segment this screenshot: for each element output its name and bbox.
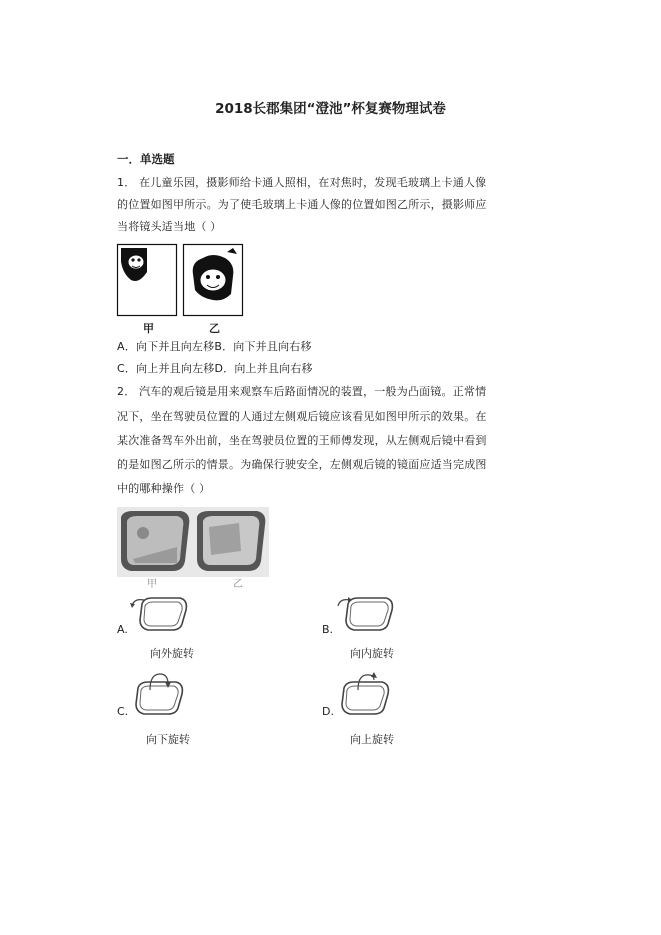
q2-line-1: 2． 汽车的观后镜是用来观察车后路面情况的装置，一般为凸面镜。正常情: [117, 385, 487, 398]
q2-option-a-mirror-icon: [128, 592, 190, 632]
q2-option-b-letter: B.: [322, 623, 334, 636]
q2-line-3: 某次准备驾车外出前，坐在驾驶员位置的王师傅发现，从左侧观后镜中看到: [117, 434, 487, 447]
q2-option-c-caption: 向下旋转: [146, 733, 190, 746]
q2-line-4: 的是如图乙所示的情景。为确保行驶安全，左侧观后镜的镜面应适当完成图: [117, 458, 487, 471]
q2-option-a-caption: 向外旋转: [150, 647, 194, 660]
q1-figure-jia: [117, 244, 177, 316]
q2-option-b-mirror-icon: [334, 592, 396, 632]
q2-line-5: 中的哪种操作（ ）: [117, 482, 211, 495]
q2-fig-label-yi: 乙: [233, 579, 243, 590]
q1-option-row-1: A．向下并且向左移B．向下并且向右移: [117, 340, 312, 353]
q2-figure-mirrors: [117, 507, 269, 577]
page-title: 2018长郡集团“澄池”杯复赛物理试卷: [215, 101, 446, 117]
q2-fig-label-jia: 甲: [147, 579, 157, 590]
q2-option-b-caption: 向内旋转: [350, 647, 394, 660]
section-heading: 一．单选题: [117, 152, 175, 166]
q1-figure-yi: [183, 244, 243, 316]
q1-fig-label-jia: 甲: [143, 322, 154, 335]
q1-line-3: 当将镜头适当地（ ）: [117, 220, 222, 233]
q2-option-a-letter: A.: [117, 623, 128, 636]
q1-option-row-2: C．向上并且向左移D．向上并且向右移: [117, 362, 313, 375]
q2-option-c-letter: C.: [117, 705, 129, 718]
q2-option-d-caption: 向上旋转: [350, 733, 394, 746]
q2-option-d-letter: D.: [322, 705, 334, 718]
q1-fig-label-yi: 乙: [209, 322, 220, 335]
q2-option-c-mirror-icon: [128, 670, 190, 716]
q2-line-2: 况下，坐在驾驶员位置的人通过左侧观后镜应该看见如图甲所示的效果。在: [117, 410, 487, 423]
q2-option-d-mirror-icon: [334, 670, 396, 716]
q1-line-2: 的位置如图甲所示。为了使毛玻璃上卡通人像的位置如图乙所示，摄影师应: [117, 198, 487, 211]
q1-line-1: 1． 在儿童乐园，摄影师给卡通人照相，在对焦时，发现毛玻璃上卡通人像: [117, 176, 487, 189]
